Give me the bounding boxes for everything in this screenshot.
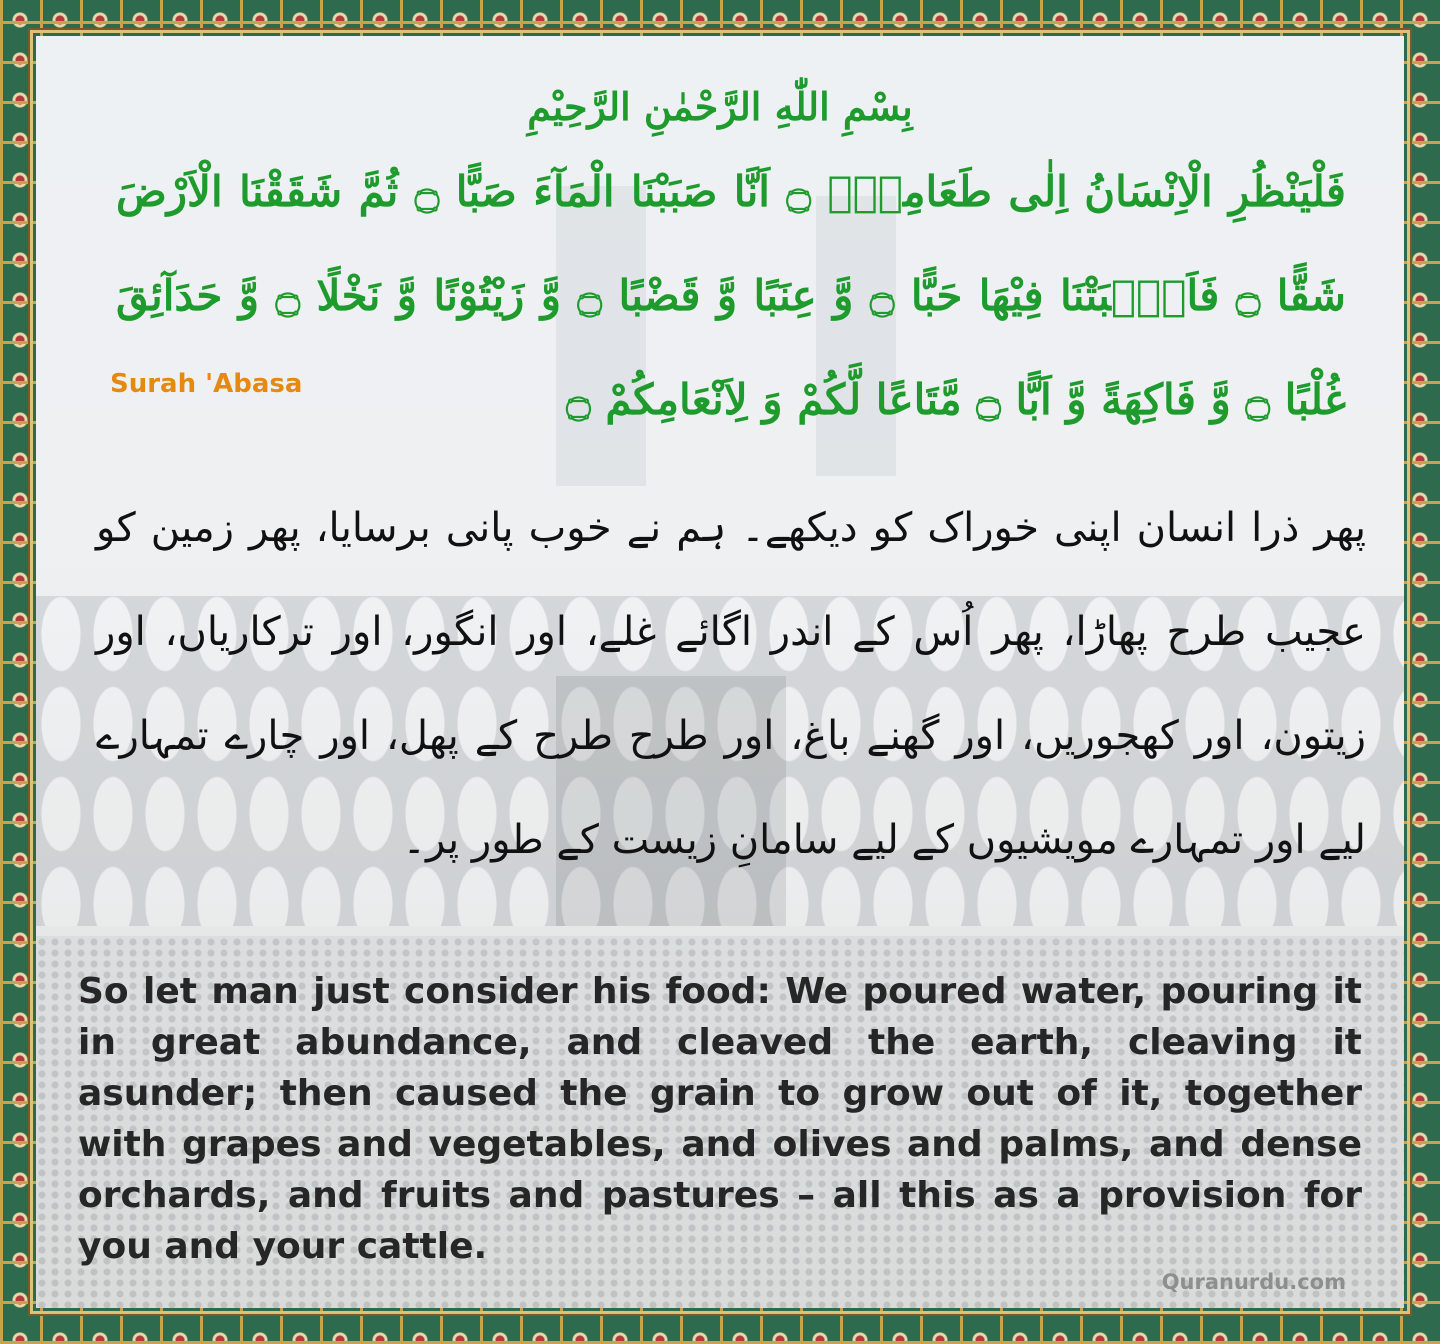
surah-label: Surah 'Abasa bbox=[110, 369, 303, 399]
site-credit: Quranurdu.com bbox=[1161, 1270, 1346, 1294]
urdu-translation: پھر ذرا انسان اپنی خوراک کو دیکھے۔ ہم نے خوب پانی برسایا، پھر زمین کو عجیب طرح پھاڑا، پھر اُس کے اندر اگائے غلے، اور انگور، اور ترکاریاں، اور زیتون، اور کھجوریں، اور گھنے باغ، اور طرح طرح کے پھل، اور چارے تمہارے لیے اور تمہارے مویشیوں کے لیے سامانِ زیست کے طور پر۔ bbox=[96, 505, 1366, 863]
arabic-verses: فَلْيَنْظُرِ الْاِنْسَانُ اِلٰى طَعَامِهٖۤ ۝ اَنَّا صَبَبْنَا الْمَآءَ صَبًّا ۝ ثُمَّ شَقَقْنَا الْاَرْضَ شَقًّا ۝ فَاَنْۢبَتْنَا فِيْهَا حَبًّا ۝ وَّ عِنَبًا وَّ قَضْبًا ۝ وَّ زَيْتُوْنًا وَّ نَخْلًا ۝ وَّ حَدَآئِقَ غُلْبًا ۝ وَّ فَاكِهَةً وَّ اَبًّا ۝ مَّتَاعًا لَّكُمْ وَ لِاَنْعَامِكُمْ ۝ bbox=[116, 167, 1347, 424]
english-translation: So let man just consider his food: We poured water, pouring it in great abundance, and cleaved the earth, cleaving it asunder; then caused the grain to grow out of it, together with grapes and vegetables, and olives and palms, and dense orchards, and fruits and pastures – all this as a provision for you and your cattle. bbox=[78, 971, 1362, 1267]
basmala-heading: بِسْمِ اللّٰهِ الرَّحْمٰنِ الرَّحِيْمِ bbox=[527, 84, 913, 129]
content-panel bbox=[36, 36, 1404, 1308]
